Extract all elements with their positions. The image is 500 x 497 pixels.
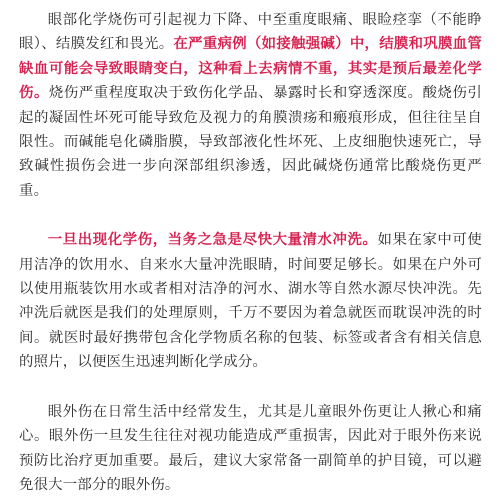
- paragraph-prevention: [19, 400, 482, 497]
- text-segment: 眼外伤在日常生活中经常发生，尤其是儿童眼外伤更让人揪心和痛心。眼外伤一旦发生往往对视功能造成严重损害，因此对于眼外伤来说预防比治疗更加重要。最后，建议大家常备一副简单的护目镜，可以避免很大一部分的眼外伤。: [19, 403, 482, 493]
- paragraph-chemical-burn-symptoms: [19, 8, 482, 203]
- highlighted-text-segment: 在严重病例（如接触强碱）中，结膜和巩膜血管缺血可能会导致眼睛变白，这种看上去病情不重，其实是预后最差化学伤。: [19, 36, 482, 102]
- highlighted-text-segment: 一旦出现化学伤，当务之急是尽快大量清水冲洗。: [47, 232, 378, 249]
- paragraph-first-aid-rinsing: [19, 228, 482, 374]
- article-body: [19, 8, 482, 497]
- text-segment: 如果在家中可使用洁净的饮用水、自来水大量冲洗眼睛，时间要足够长。如果在户外可以使用瓶装饮用水或者相对洁净的河水、湖水等自然水源尽快冲洗。先冲洗后就医是我们的处理原则，千万不要因为着急就医而耽误冲洗的时间。就医时最好携带包含化学物质名称的包装、标签或者含有相关信息的照片，以便医生迅速判断化学成分。: [19, 232, 482, 371]
- text-segment: 烧伤严重程度取决于致伤化学品、暴露时长和穿透深度。酸烧伤引起的凝固性坏死可能导致危及视力的角膜溃疡和瘢痕形成，但往往呈自限性。而碱能皂化磷脂膜，导致部液化性坏死、上皮细胞快速死亡，导致碱性损伤会进一步向深部组织渗透，因此碱烧伤通常比酸烧伤更严重。: [19, 85, 482, 199]
- text-segment: 眼部化学烧伤可引起视力下降、中至重度眼痛、眼睑痉挛（不能睁眼）、结膜发红和畏光。: [19, 12, 482, 53]
